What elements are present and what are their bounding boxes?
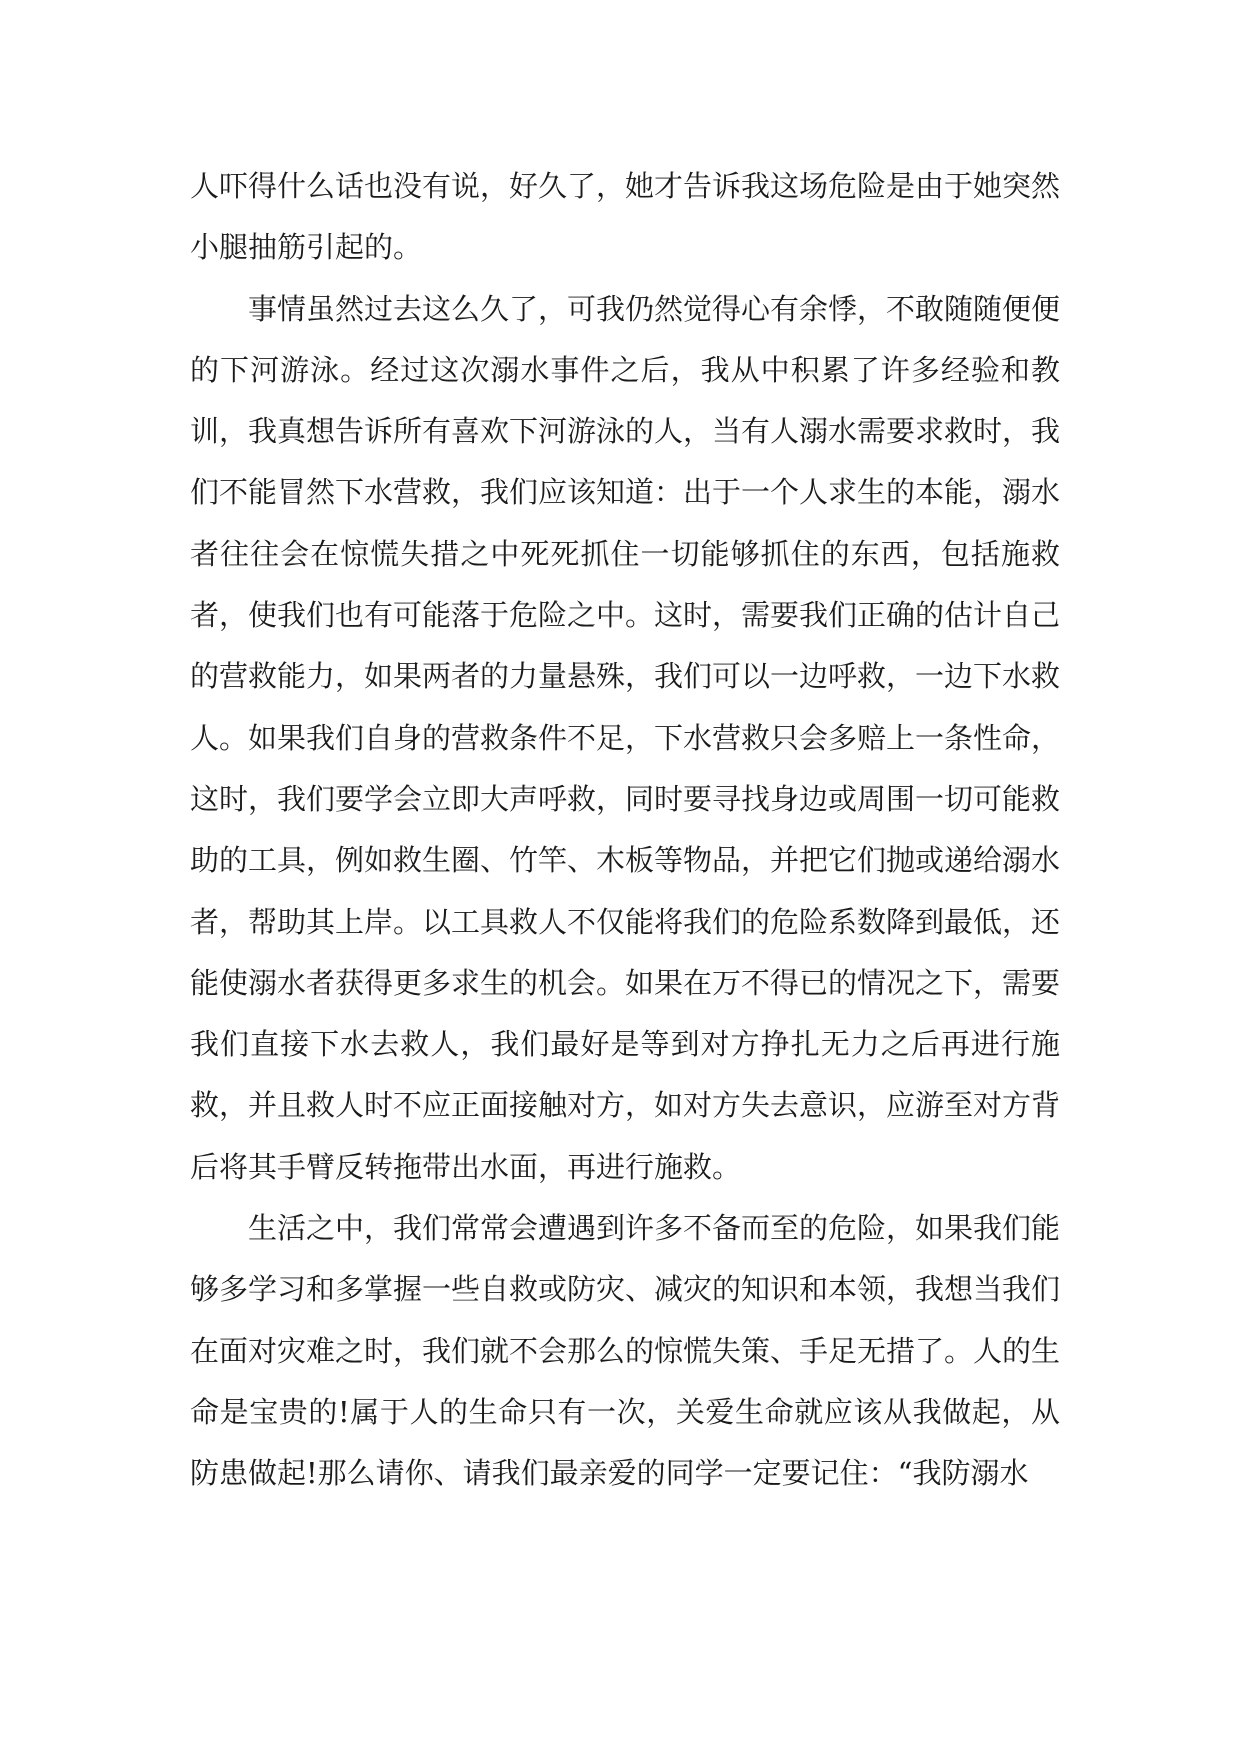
paragraph-2: 事情虽然过去这么久了，可我仍然觉得心有余悸，不敢随随便便的下河游泳。经过这次溺水事件之后，我从中积累了许多经验和教训，我真想告诉所有喜欢下河游泳的人，当有人溺水需要求救时，我们不能冒然下水营救，我们应该知道：出于一个人求生的本能，溺水者往往会在惊慌失措之中死死抓住一切能够抓住的东西，包括施救者，使我们也有可能落于危险之中。这时，需要我们正确的估计自己的营救能力，如果两者的力量悬殊，我们可以一边呼救，一边下水救人。如果我们自身的营救条件不足，下水营救只会多赔上一条性命，这时，我们要学会立即大声呼救，同时要寻找身边或周围一切可能救助的工具，例如救生圈、竹竿、木板等物品，并把它们抛或递给溺水者，帮助其上岸。以工具救人不仅能将我们的危险系数降到最低，还能使溺水者获得更多求生的机会。如果在万不得已的情况之下，需要我们直接下水去救人，我们最好是等到对方挣扎无力之后再进行施救，并且救人时不应正面接触对方，如对方失去意识，应游至对方背后将其手臂反转拖带出水面，再进行施救。: [190, 291, 1061, 1184]
paragraph-1: 人吓得什么话也没有说，好久了，她才告诉我这场危险是由于她突然小腿抽筋引起的。: [190, 169, 1061, 265]
body-text: [190, 156, 1060, 1505]
paragraph-3: 生活之中，我们常常会遭遇到许多不备而至的危险，如果我们能够多学习和多掌握一些自救或防灾、减灾的知识和本领，我想当我们在面对灾难之时，我们就不会那么的惊慌失策、手足无措了。人的生命是宝贵的!属于人的生命只有一次，关爱生命就应该从我做起，从防患做起!那么请你、请我们最亲爱的同学一定要记住：“我防溺水: [190, 1211, 1061, 1491]
